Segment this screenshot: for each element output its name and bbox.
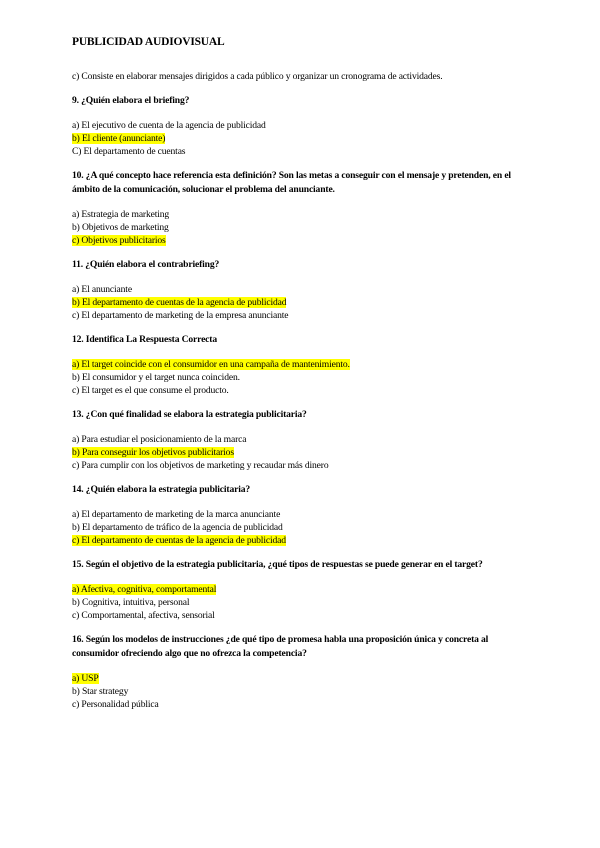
answer-12c: c) El target es el que consume el producto.: [72, 385, 229, 396]
highlighted-answer: b) El departamento de cuentas de la agencia de publicidad: [72, 297, 287, 308]
answer-14a: a) El departamento de marketing de la marca anunciante: [72, 509, 281, 520]
answer-16b: b) Star strategy: [72, 686, 129, 697]
highlighted-answer: a) Afectiva, cognitiva, comportamental: [72, 584, 217, 595]
answer-13a: a) Para estudiar el posicionamiento de la marca: [72, 434, 247, 445]
answer-9a: a) El ejecutivo de cuenta de la agencia de publicidad: [72, 120, 266, 131]
document-title: PUBLICIDAD AUDIOVISUAL: [72, 36, 225, 48]
intro-answer-line: c) Consiste en elaborar mensajes dirigidos a cada público y organizar un cronograma de actividades.: [72, 71, 443, 82]
question-14: 14. ¿Quién elabora la estrategia publicitaria?: [72, 484, 251, 495]
question-12: 12. Identifica La Respuesta Correcta: [72, 334, 217, 345]
answer-15a: [72, 583, 542, 596]
answer-11c: c) El departamento de marketing de la empresa anunciante: [72, 310, 289, 321]
answer-13c: c) Para cumplir con los objetivos de marketing y recaudar más dinero: [72, 460, 329, 471]
answer-11b: [72, 296, 542, 309]
question-11: 11. ¿Quién elabora el contrabriefing?: [72, 259, 220, 270]
question-10: 10. ¿A qué concepto hace referencia esta definición? Son las metas a conseguir con el mensaje y pretenden, en el ámbito de la comunicación, solucionar el problema del anunciante.: [72, 170, 511, 195]
answer-11a: a) El anunciante: [72, 284, 132, 295]
question-15: 15. Según el objetivo de la estrategia publicitaria, ¿qué tipos de respuestas se puede generar en el target?: [72, 559, 483, 570]
answer-12a: [72, 358, 542, 371]
answer-9b: [72, 132, 542, 145]
answer-15b: b) Cognitiva, intuitiva, personal: [72, 597, 190, 608]
quiz-content: [72, 70, 542, 711]
question-13: 13. ¿Con qué finalidad se elabora la estrategia publicitaria?: [72, 409, 307, 420]
answer-9c: C) El departamento de cuentas: [72, 146, 186, 157]
question-9: 9. ¿Quién elabora el briefing?: [72, 95, 190, 106]
question-16: 16. Según los modelos de instrucciones ¿de qué tipo de promesa habla una proposición única y concreta al consumidor ofreciendo algo que no ofrezca la competencia?: [72, 634, 489, 659]
answer-10c: [72, 234, 542, 247]
highlighted-answer: a) El target coincide con el consumidor en una campaña de mantenimiento.: [72, 359, 350, 370]
answer-14b: b) El departamento de tráfico de la agencia de publicidad: [72, 522, 283, 533]
highlighted-answer: c) Objetivos publicitarios: [72, 235, 166, 246]
highlighted-answer: b) El cliente (anunciante): [72, 133, 166, 144]
answer-16c: c) Personalidad pública: [72, 699, 159, 710]
highlighted-answer: c) El departamento de cuentas de la agencia de publicidad: [72, 535, 286, 546]
highlighted-answer: b) Para conseguir los objetivos publicitarios: [72, 447, 234, 458]
answer-13b: [72, 446, 542, 459]
answer-10a: a) Estrategia de marketing: [72, 209, 170, 220]
answer-15c: c) Comportamental, afectiva, sensorial: [72, 610, 215, 621]
highlighted-answer: a) USP: [72, 673, 99, 684]
answer-10b: b) Objetivos de marketing: [72, 222, 169, 233]
answer-12b: b) El consumidor y el target nunca coinciden.: [72, 372, 240, 383]
answer-14c: [72, 534, 542, 547]
answer-16a: [72, 672, 542, 685]
